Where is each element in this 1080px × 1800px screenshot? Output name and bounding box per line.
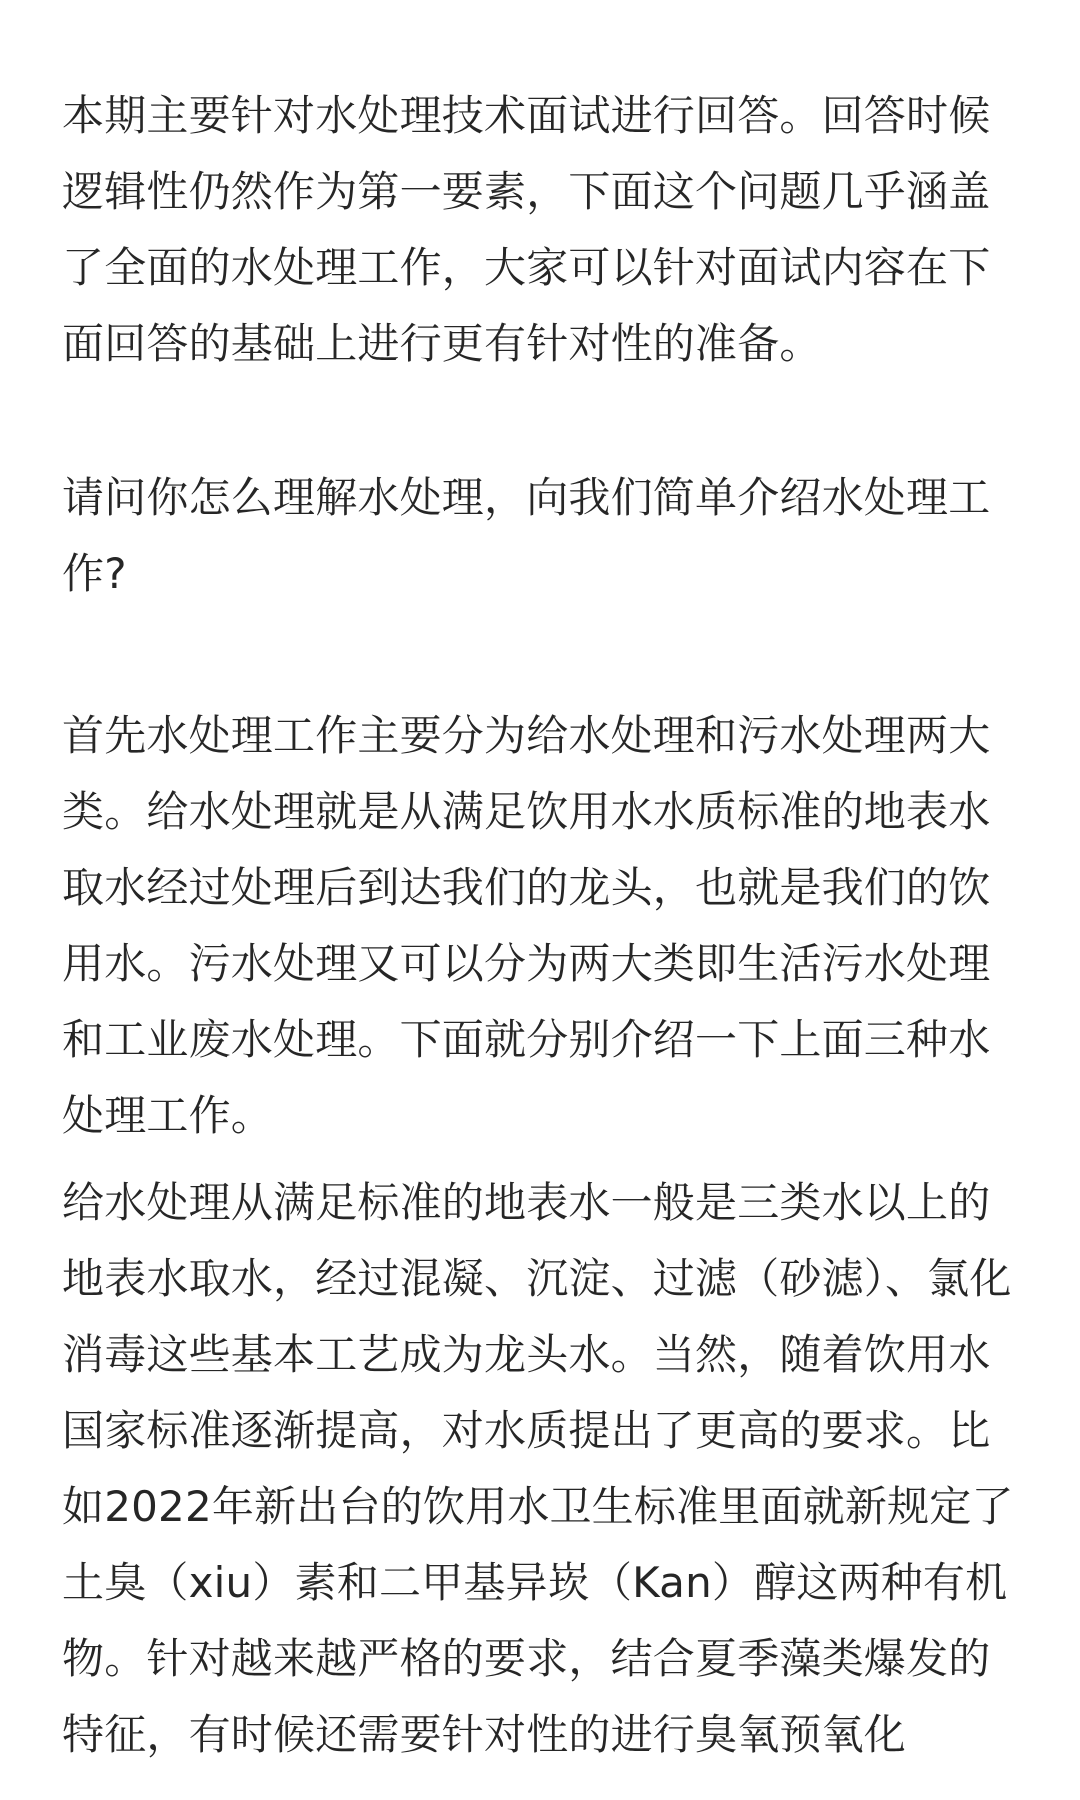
overview-paragraph: 首先水处理工作主要分为给水处理和污水处理两大类。给水处理就是从满足饮用水水质标准的地表水取水经过处理后到达我们的龙头，也就是我们的饮用水。污水处理又可以分为两大类即生活污水处理和工业废水处理。下面就分别介绍一下上面三种水处理工作。 [62, 711, 991, 1140]
water-supply-paragraph: 给水处理从满足标准的地表水一般是三类水以上的地表水取水，经过混凝、沉淀、过滤（砂滤）、氯化消毒这些基本工艺成为龙头水。当然，随着饮用水国家标准逐渐提高，对水质提出了更高的要求。比如2022年新出台的饮用水卫生标准里面就新规定了土臭（xiu）素和二甲基异崁（Kan）醇这两种有机物。针对越来越严格的要求，结合夏季藻类爆发的特征，有时候还需要针对性的进行臭氧预氧化 [62, 1178, 1014, 1759]
article-body [62, 78, 1022, 1759]
intro-paragraph: 本期主要针对水处理技术面试进行回答。回答时候逻辑性仍然作为第一要素，下面这个问题几乎涵盖了全面的水处理工作，大家可以针对面试内容在下面回答的基础上进行更有针对性的准备。 [62, 91, 991, 368]
question-paragraph: 请问你怎么理解水处理，向我们简单介绍水处理工作? [62, 473, 991, 598]
